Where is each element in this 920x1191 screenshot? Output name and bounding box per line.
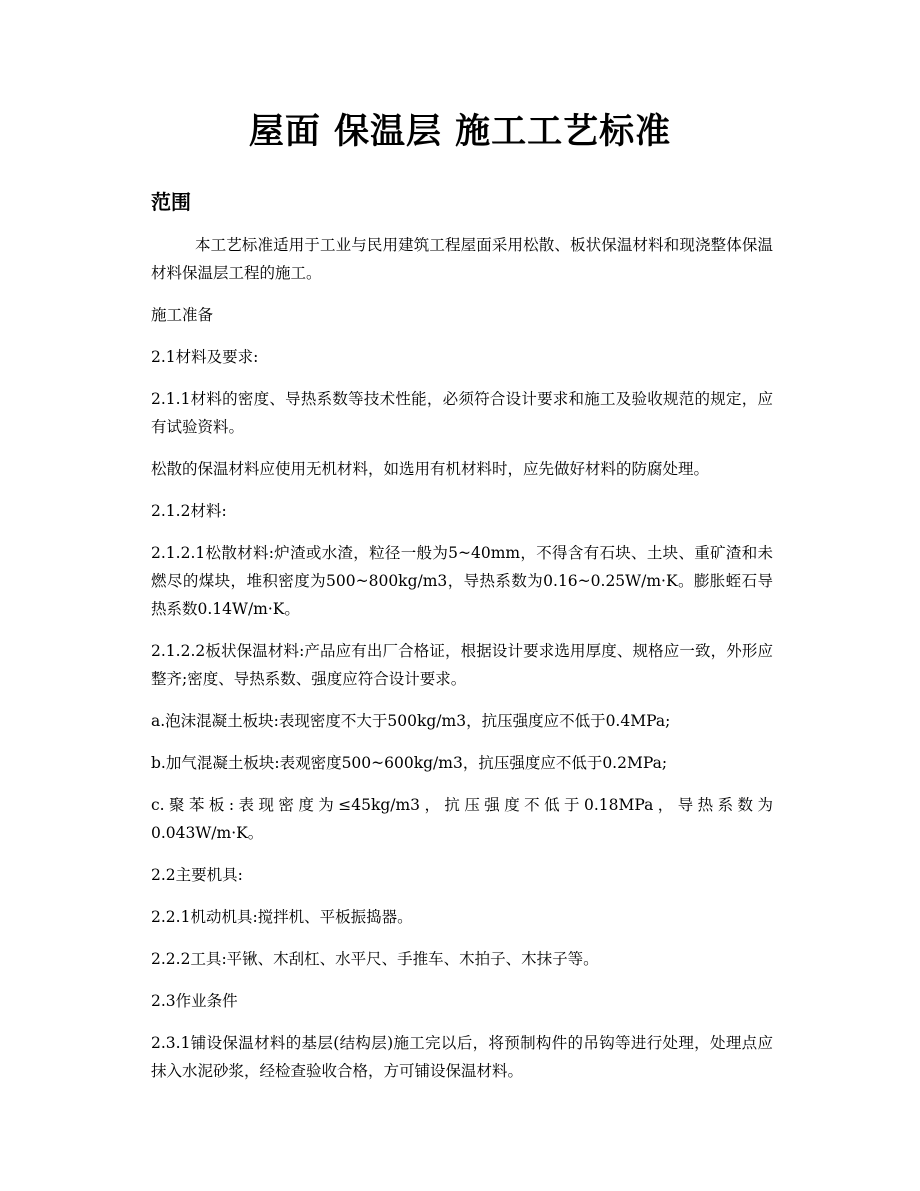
paragraph-2-1: 2.1材料及要求: <box>151 348 259 366</box>
paragraph-2-1-2-2: 2.1.2.2板状保温材料:产品应有出厂合格证，根据设计要求选用厚度、规格应一致，外形应整齐;密度、导热系数、强度应符合设计要求。 <box>151 642 773 688</box>
paragraph-2-2-2: 2.2.2工具:平锹、木刮杠、水平尺、手推车、木拍子、木抹子等。 <box>151 950 599 968</box>
paragraph-2-1-2-1: 2.1.2.1松散材料:炉渣或水渣，粒径一般为5~40mm，不得含有石块、土块、重矿渣和未燃尽的煤块，堆积密度为500~800kg/m3，导热系数为0.16~0.25W/m·K。膨胀蛭石导热系数0.14W/m·K。 <box>151 544 773 618</box>
paragraph-2-3: 2.3作业条件 <box>151 992 238 1010</box>
paragraph-2-1-1: 2.1.1材料的密度、导热系数等技术性能，必须符合设计要求和施工及验收规范的规定，应有试验资料。 <box>151 390 773 436</box>
paragraph-2-2: 2.2主要机具: <box>151 866 243 884</box>
paragraph-construction-preparation: 施工准备 <box>151 306 214 324</box>
paragraph-item-b: b.加气混凝土板块:表观密度500~600kg/m3，抗压强度应不低于0.2MPa; <box>151 754 668 772</box>
paragraph-2-3-1: 2.3.1铺设保温材料的基层(结构层)施工完以后，将预制构件的吊钩等进行处理，处理点应抹入水泥砂浆，经检查验收合格，方可铺设保温材料。 <box>151 1034 773 1080</box>
section-heading-scope: 范围 <box>151 190 191 214</box>
paragraph-2-2-1: 2.2.1机动机具:搅拌机、平板振捣器。 <box>151 908 413 926</box>
document-title: 屋面 保温层 施工工艺标准 <box>248 112 672 152</box>
paragraph-loose-material-note: 松散的保温材料应使用无机材料，如选用有机材料时，应先做好材料的防腐处理。 <box>151 460 710 478</box>
document-body <box>151 231 773 1099</box>
paragraph-scope-description: 本工艺标准适用于工业与民用建筑工程屋面采用松散、板状保温材料和现浇整体保温材料保温层工程的施工。 <box>151 236 773 282</box>
paragraph-item-a: a.泡沫混凝土板块:表现密度不大于500kg/m3，抗压强度应不低于0.4MPa; <box>151 712 671 730</box>
paragraph-2-1-2: 2.1.2材料: <box>151 502 227 520</box>
paragraph-item-c: c.聚苯板:表现密度为≤45kg/m3，抗压强度不低于0.18MPa，导热系数为0.043W/m·K。 <box>151 796 773 842</box>
